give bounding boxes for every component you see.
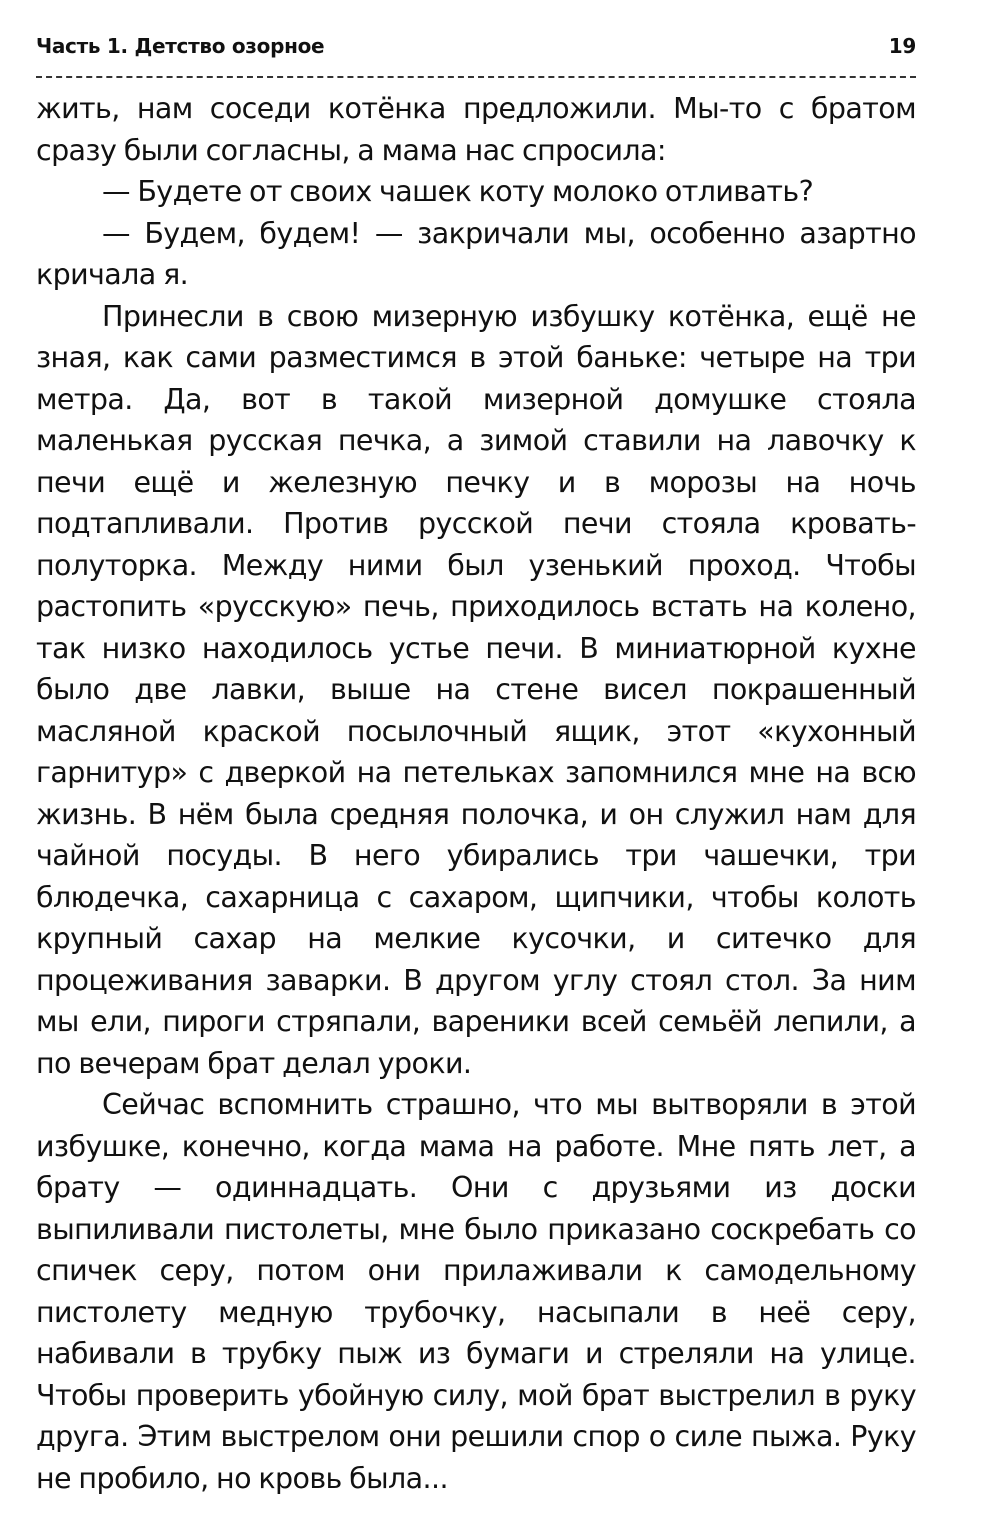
page-number: 19 [888,34,916,58]
running-title: Часть 1. Детство озорное [36,34,325,58]
paragraph-1: жить, нам соседи котёнка предложили. Мы-то с братом сразу были согласны, а мама нас спросила: [36,92,916,167]
paragraph-2: — Будете от своих чашек коту молоко отливать? [102,175,814,208]
paragraph-4: Принесли в свою мизерную избушку котёнка, ещё не зная, как сами разместимся в этой баньке: четыре на три метра. Да, вот в такой мизерной домушке стояла маленькая русская печка, а зимой ставили на лавочку к печи ещё и железную печку и в морозы на ночь подтапливали. Против русской печи стояла кровать-полуторка. Между ними был узенький проход. Чтобы растопить «русскую» печь, приходилось встать на колено, так низко находилось устье печи. В миниатюрной кухне было две лавки, выше на стене висел покрашенный масляной краской посылочный ящик, этот «кухонный гарнитур» с дверкой на петельках запомнился мне на всю жизнь. В нём была средняя полочка, и он служил нам для чайной посуды. В него убирались три чашечки, три блюдечка, сахарница с сахаром, щипчики, чтобы колоть крупный сахар на мелкие кусочки, и ситечко для процеживания заварки. В другом углу стоял стол. За ним мы ели, пироги стряпали, вареники всей семьёй лепили, а по вечерам брат делал уроки. [36,299,916,1080]
header-divider [36,76,916,78]
paragraph-5: Сейчас вспомнить страшно, что мы вытворяли в этой избушке, конечно, когда мама на работе. Мне пять лет, а брату — одиннадцать. Они с друзьями из доски выпиливали пистолеты, мне было приказано соскребать со спичек серу, потом они прилаживали к самодельному пистолету медную трубочку, насыпали в неё серу, набивали в трубку пыж из бумаги и стреляли на улице. Чтобы проверить убойную силу, мой брат выстрелил в руку друга. Этим выстрелом они решили спор о силе пыжа. Руку не пробило, но кровь была... [36,1088,916,1495]
paragraph-3: — Будем, будем! — закричали мы, особенно азартно кричала я. [36,216,916,291]
book-page [36,28,916,1499]
body-text [36,88,916,1499]
running-header [36,28,916,64]
